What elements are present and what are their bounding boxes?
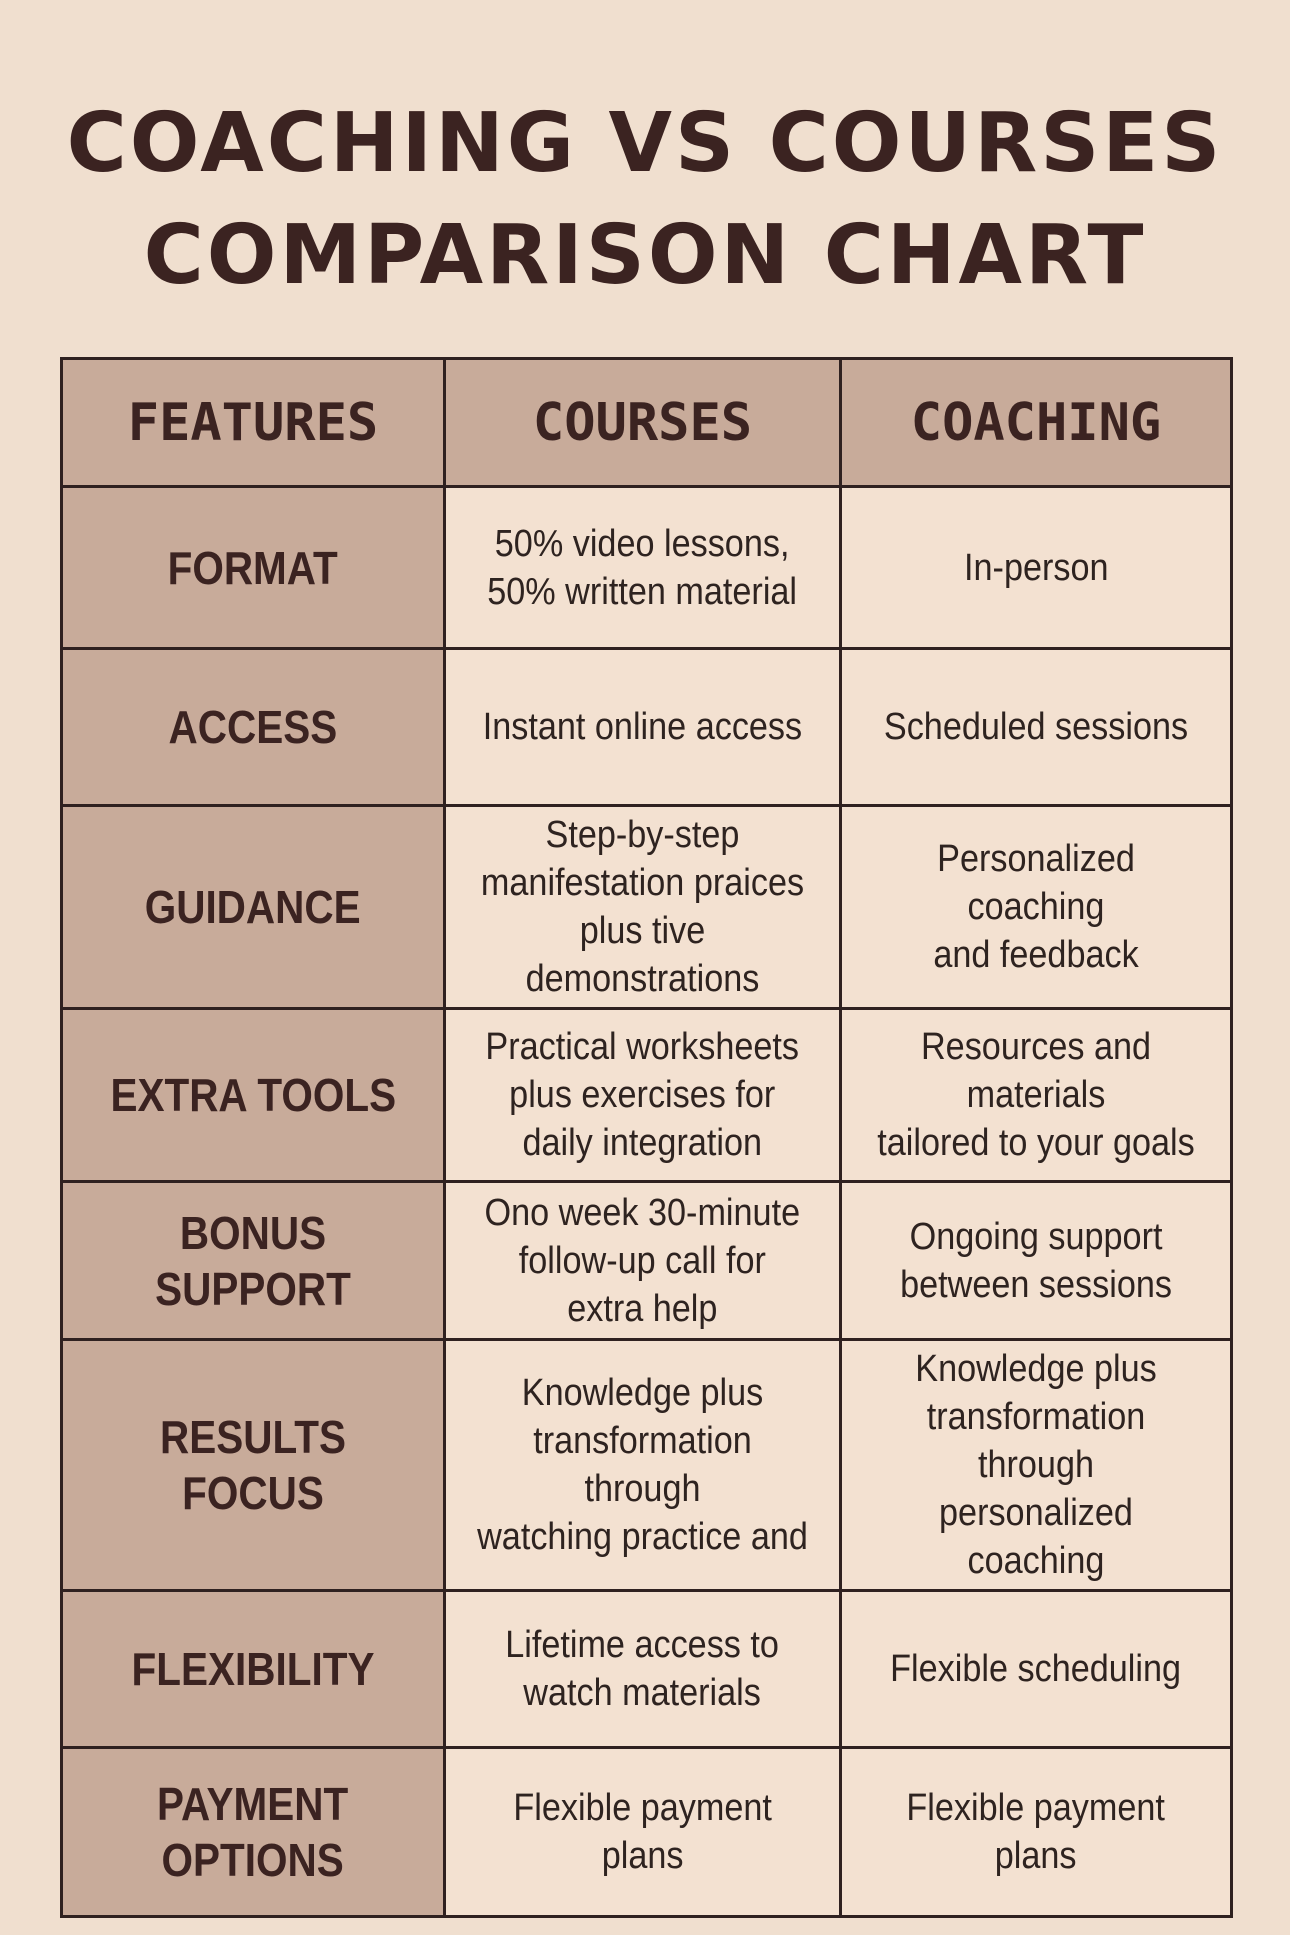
courses-cell: Lifetime access to watch materials	[445, 1591, 841, 1748]
header-coaching: COACHING	[841, 359, 1232, 487]
comparison-table	[60, 357, 1233, 1918]
table-row	[62, 1591, 1232, 1748]
page-title	[0, 88, 1290, 312]
header-row	[62, 359, 1232, 487]
table-row	[62, 1748, 1232, 1917]
feature-label: PAYMENT OPTIONS	[62, 1748, 445, 1917]
feature-label: EXTRA TOOLS	[62, 1009, 445, 1182]
courses-cell: Instant online access	[445, 649, 841, 806]
coaching-cell: Resources and materials tailored to your goals	[841, 1009, 1232, 1182]
feature-label: BONUS SUPPORT	[62, 1182, 445, 1340]
courses-cell: Knowledge plus transformation through watching practice and	[445, 1340, 841, 1591]
courses-cell: Flexible payment plans	[445, 1748, 841, 1917]
feature-label: RESULTS FOCUS	[62, 1340, 445, 1591]
feature-label: ACCESS	[62, 649, 445, 806]
table-row	[62, 649, 1232, 806]
coaching-cell: Personalized coaching and feedback	[841, 806, 1232, 1009]
courses-cell: Step-by-step manifestation praices plus tive demonstrations	[445, 806, 841, 1009]
courses-cell: 50% video lessons, 50% written material	[445, 487, 841, 649]
coaching-cell: Knowledge plus transformation through personalized coaching	[841, 1340, 1232, 1591]
header-features: FEATURES	[62, 359, 445, 487]
title-line-2: COMPARISON CHART	[143, 208, 1147, 303]
table-row	[62, 1182, 1232, 1340]
feature-label: FORMAT	[62, 487, 445, 649]
coaching-cell: Flexible payment plans	[841, 1748, 1232, 1917]
coaching-cell: Scheduled sessions	[841, 649, 1232, 806]
table-row	[62, 806, 1232, 1009]
table-row	[62, 487, 1232, 649]
header-courses: COURSES	[445, 359, 841, 487]
courses-cell: Practical worksheets plus exercises for daily integration	[445, 1009, 841, 1182]
table-row	[62, 1009, 1232, 1182]
courses-cell: Ono week 30-minute follow-up call for extra help	[445, 1182, 841, 1340]
table-row	[62, 1340, 1232, 1591]
coaching-cell: In-person	[841, 487, 1232, 649]
feature-label: GUIDANCE	[62, 806, 445, 1009]
feature-label: FLEXIBILITY	[62, 1591, 445, 1748]
coaching-cell: Flexible scheduling	[841, 1591, 1232, 1748]
coaching-cell: Ongoing support between sessions	[841, 1182, 1232, 1340]
title-line-1: COACHING VS COURSES	[66, 96, 1224, 191]
